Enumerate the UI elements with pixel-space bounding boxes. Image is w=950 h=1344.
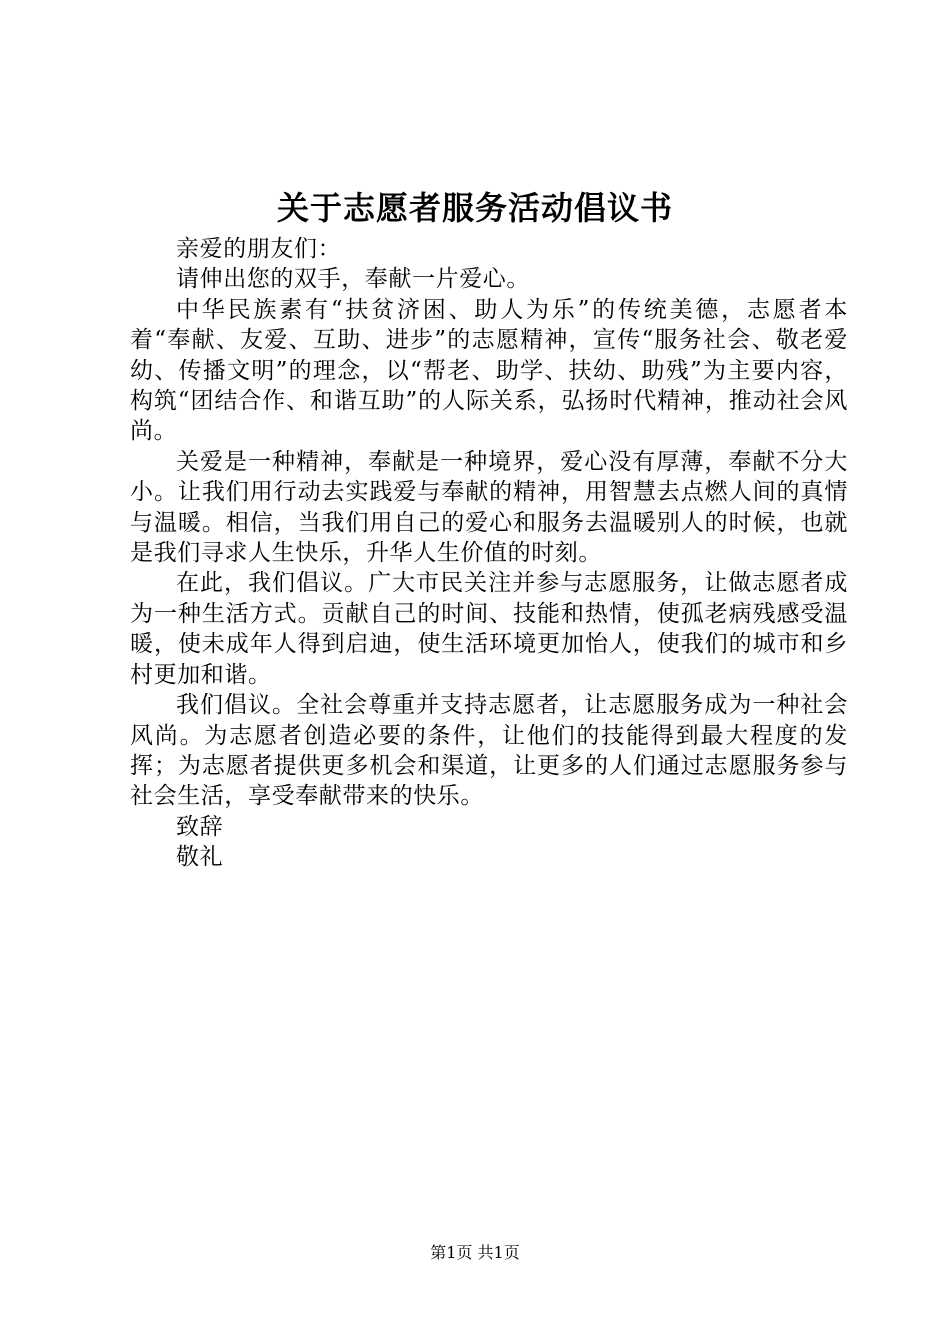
- paragraph-5: 我们倡议。全社会尊重并支持志愿者，让志愿服务成为一种社会风尚。为志愿者创造必要的条件，让他们的技能得到最大程度的发挥；为志愿者提供更多机会和渠道，让更多的人们通过志愿服务参与社会生活，享受奉献带来的快乐。: [130, 692, 848, 810]
- page-number-footer: 第1页 共1页: [430, 1243, 520, 1262]
- paragraph-3: 关爱是一种精神，奉献是一种境界，爱心没有厚薄，奉献不分大小。让我们用行动去实践爱与奉献的精神，用智慧去点燃人间的真情与温暖。相信，当我们用自己的爱心和服务去温暖别人的时候，也就是我们寻求人生快乐，升华人生价值的时刻。: [130, 448, 848, 567]
- closing-line-1: 致辞: [176, 813, 224, 840]
- document-body: [130, 234, 848, 873]
- salutation: 亲爱的朋友们：: [176, 236, 342, 262]
- closing-line-2: 敬礼: [176, 844, 224, 871]
- paragraph-4: 在此，我们倡议。广大市民关注并参与志愿服务，让做志愿者成为一种生活方式。贡献自己的时间、技能和热情，使孤老病残感受温暖，使未成年人得到启迪，使生活环境更加怡人，使我们的城市和乡村更加和谐。: [130, 570, 848, 688]
- paragraph-2: 中华民族素有“扶贫济困、助人为乐”的传统美德，志愿者本着“奉献、友爱、互助、进步”的志愿精神，宣传“服务社会、敬老爱幼、传播文明”的理念，以“帮老、助学、扶幼、助残”为主要内容，构筑“团结合作、和谐互助”的人际关系，弘扬时代精神，推动社会风尚。: [130, 296, 848, 445]
- paragraph-1: 请伸出您的双手，奉献一片爱心。: [176, 266, 530, 293]
- page-title: 关于志愿者服务活动倡议书: [276, 189, 673, 227]
